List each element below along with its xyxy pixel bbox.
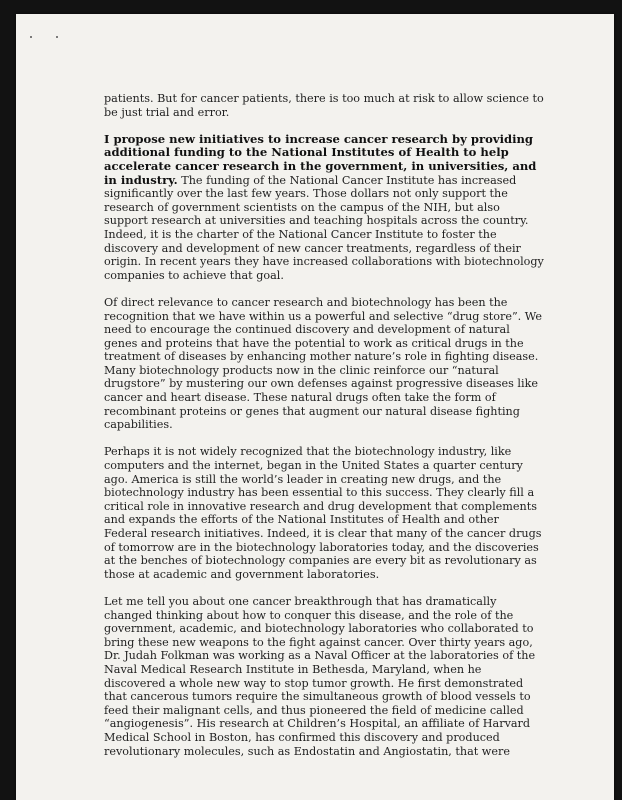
paragraph-2-text: The funding of the National Cancer Institute has increased significantly over the last few years. Those dollars not only support the research of government scientists on the campus of the NIH, but also support research at universities and teaching hospitals across the country. Indeed, it is the charter of the National Cancer Institute to foster the discovery and development of new cancer treatments, regardless of their origin. In recent years they have increased collaborations with biotechnology companies to achieve that goal. <box>104 173 544 282</box>
paragraph-2-bold-lead: I propose new initiatives to increase cancer research by providing additional funding to the National Institutes of Health to help accelerate cancer research in the government, in universities, and in industry. <box>104 131 537 187</box>
document-body <box>104 92 544 772</box>
paragraph-4-text: Perhaps it is not widely recognized that the biotechnology industry, like computers and the internet, began in the United States a quarter century ago. America is still the world’s leader in creating new drugs, and the biotechnology industry has been essential to this success. They clearly fill a critical role in innovative research and drug development that complements and expands the efforts of the National Institutes of Health and other Federal research initiatives. Indeed, it is clear that many of the cancer drugs of tomorrow are in the biotechnology laboratories today, and the discoveries at the benches of biotechnology companies are every bit as revolutionary as those at academic and government laboratories. <box>104 445 542 581</box>
paragraph-1 <box>104 92 544 119</box>
paragraph-5-text: Let me tell you about one cancer breakthrough that has dramatically changed thinking about how to conquer this disease, and the role of the government, academic, and biotechnology laboratories who collaborated to bring these new weapons to the fight against cancer. Over thirty years ago, Dr. Judah Folkman was working as a Naval Officer at the laboratories of the Naval Medical Research Institute in Bethesda, Maryland, when he discovered a whole new way to stop tumor growth. He first demonstrated that cancerous tumors require the simultaneous growth of blood vessels to feed their malignant cells, and thus pioneered the field of medicine called “angiogenesis”. His research at Children’s Hospital, an affiliate of Harvard Medical School in Boston, has confirmed this discovery and produced revolutionary molecules, such as Endostatin and Angiostatin, that were <box>104 594 536 758</box>
paragraph-1-text: patients. But for cancer patients, there is too much at risk to allow science to be just trial and error. <box>104 92 544 119</box>
document-page <box>16 14 614 800</box>
paragraph-4 <box>104 445 544 581</box>
paragraph-2 <box>104 133 544 283</box>
paper-speck <box>56 36 58 38</box>
paragraph-3 <box>104 296 544 432</box>
paragraph-3-text: Of direct relevance to cancer research and biotechnology has been the recognition that we have within us a powerful and selective “drug store”. We need to encourage the continued discovery and development of natural genes and proteins that have the potential to work as critical drugs in the treatment of diseases by enhancing mother nature’s role in fighting disease. Many biotechnology products now in the clinic reinforce our “natural drugstore” by mustering our own defenses against progressive diseases like cancer and heart disease. These natural drugs often take the form of recombinant proteins or genes that augment our natural disease fighting capabilities. <box>104 295 542 432</box>
paper-speck <box>30 36 32 38</box>
paragraph-5 <box>104 595 544 758</box>
